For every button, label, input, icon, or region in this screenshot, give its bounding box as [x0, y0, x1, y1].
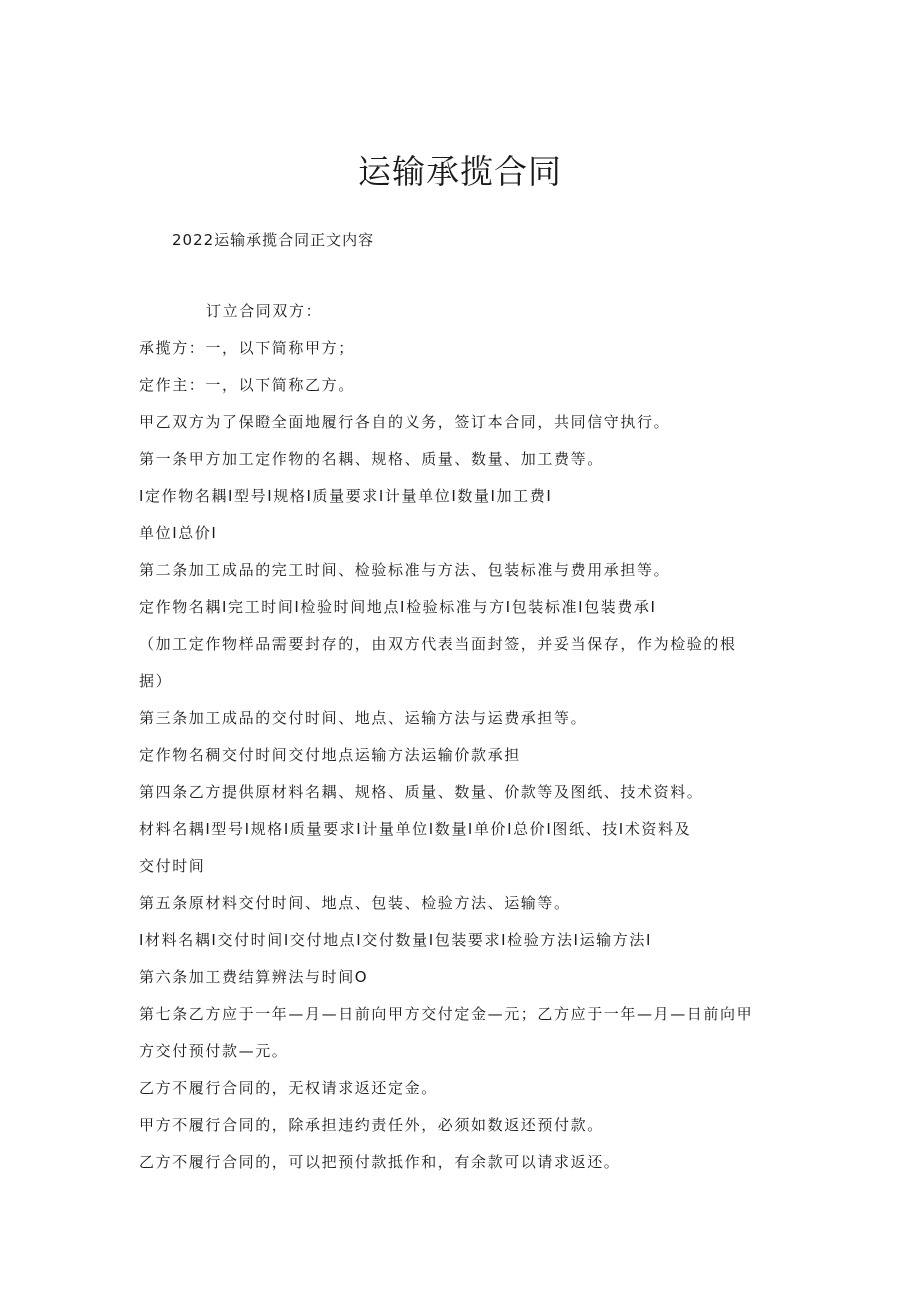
- paragraph-line: 第一条甲方加工定作物的名耦、规格、质量、数量、加工费等。: [139, 450, 604, 468]
- paragraph-line: 定作主：一，以下简称乙方。: [139, 376, 355, 394]
- table-header-line: 定作物名稠交付时间交付地点运输方法运输价款承担: [139, 746, 521, 764]
- paragraph-line: 第二条加工成品的完工时间、检验标准与方法、包装标准与费用承担等。: [139, 561, 671, 579]
- table-header-line: 定作物名耦I完工时间I检验时间地点I检验标准与方I包装标准I包装费承I: [139, 598, 657, 616]
- paragraph-line: 第六条加工费结算辨法与时间O: [139, 968, 369, 986]
- paragraph-line: （加工定作物样品需要封存的，由双方代表当面封签，并妥当保存，作为检验的根: [139, 635, 737, 653]
- table-header-line: 单位I总价I: [139, 524, 218, 542]
- paragraph-line: 第四条乙方提供原材料名耦、规格、质量、数量、价款等及图纸、技术资料。: [139, 783, 704, 801]
- paragraph-line: 订立合同双方：: [206, 302, 323, 320]
- paragraph-line: 第五条原材料交付时间、地点、包装、检验方法、运输等。: [139, 894, 571, 912]
- paragraph-line: 乙方不履行合同的，无权请求返还定金。: [139, 1079, 438, 1097]
- table-header-line: 材料名耦I型号I规格I质量要求I计量单位I数量I单价I总价I图纸、技I术资料及: [139, 820, 692, 838]
- document-title: 运输承揽合同: [358, 152, 562, 191]
- table-header-line: 交付时间: [139, 857, 206, 875]
- table-header-line: I材料名耦I交付时间I交付地点I交付数量I包装要求I检验方法I运输方法I: [139, 931, 652, 949]
- contract-body: [139, 299, 779, 1187]
- paragraph-line: 承揽方：一，以下简称甲方；: [139, 339, 355, 357]
- paragraph-line: 第七条乙方应于一年—月—日前向甲方交付定金—元；乙方应于一年—月—日前向甲: [139, 1005, 754, 1023]
- paragraph-line: 甲方不履行合同的，除承担违约责任外，必须如数返还预付款。: [139, 1116, 604, 1134]
- document-subtitle: 2022运输承揽合同正文内容: [172, 231, 375, 249]
- paragraph-line: 方交付预付款—元。: [139, 1042, 289, 1060]
- paragraph-line: 第三条加工成品的交付时间、地点、运输方法与运费承担等。: [139, 709, 588, 727]
- paragraph-line: 甲乙双方为了保瞪全面地履行各自的义务，签订本合同，共同信守执行。: [139, 413, 671, 431]
- paragraph-line: 乙方不履行合同的，可以把预付款抵作和，有余款可以请求返还。: [139, 1153, 621, 1171]
- paragraph-line: 据）: [139, 672, 173, 690]
- table-header-line: I定作物名耦I型号I规格I质量要求I计量单位I数量I加工费I: [139, 487, 553, 505]
